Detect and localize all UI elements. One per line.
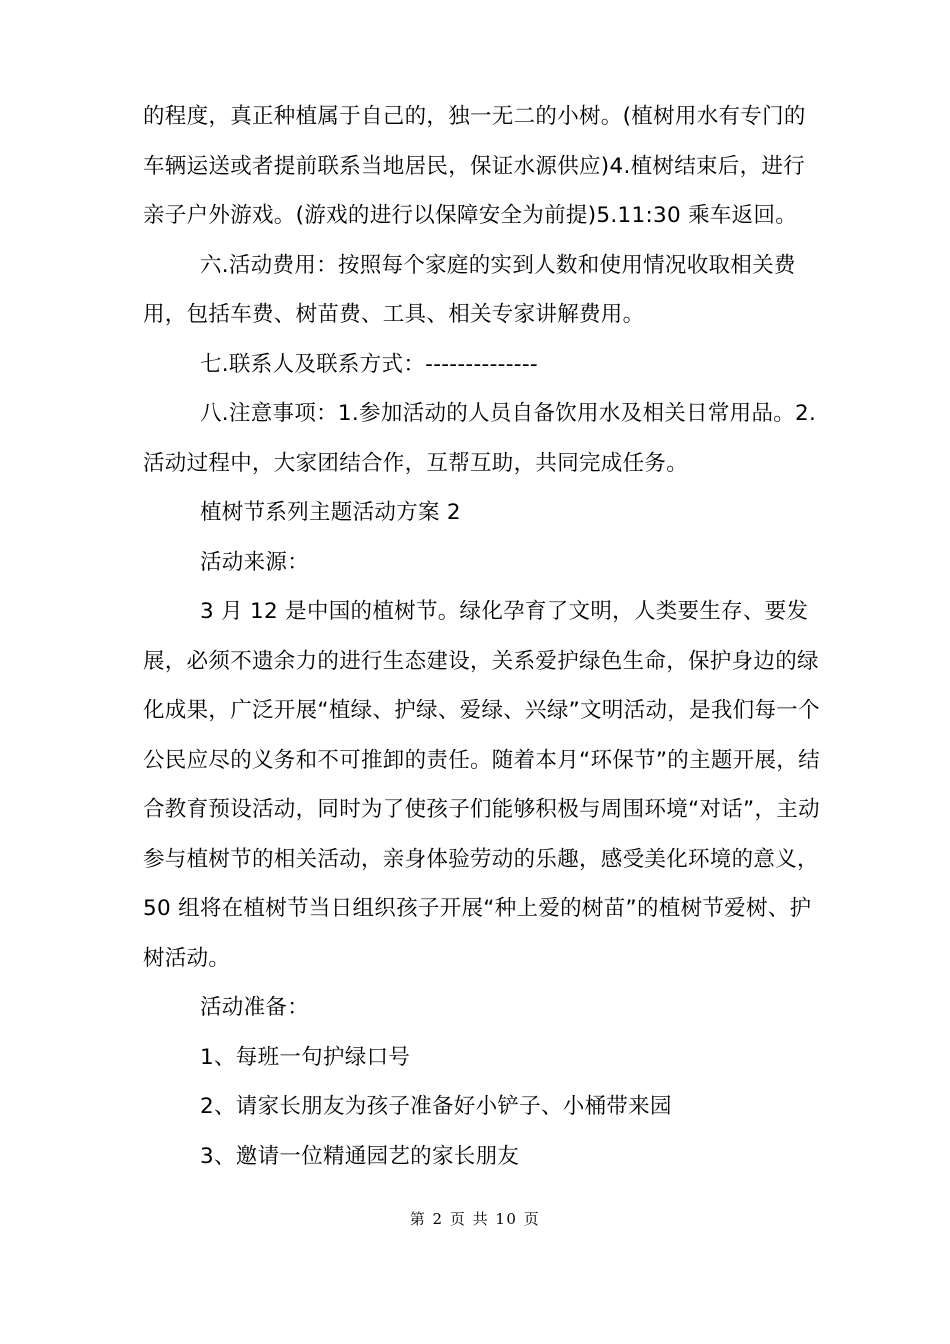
page-number-footer: 第 2 页 共 10 页 (409, 1210, 541, 1228)
document-body (143, 92, 823, 1181)
paragraph-continuation: 的程度，真正种植属于自己的，独一无二的小树。(植树用水有专门的车辆运送或者提前联系当地居民，保证水源供应)4.植树结束后，进行亲子户外游戏。(游戏的进行以保障安全为前提)5.11:30 乘车返回。 (143, 104, 806, 228)
paragraph-notes: 八.注意事项：1.参加活动的人员自备饮用水及相关日常用品。2.活动过程中，大家团结合作，互帮互助，共同完成任务。 (143, 401, 817, 476)
section-title-plan-2: 植树节系列主题活动方案 2 (200, 500, 461, 525)
heading-activity-preparation: 活动准备： (200, 995, 310, 1020)
heading-activity-source: 活动来源： (200, 549, 310, 575)
list-item-gardener: 3、邀请一位精通园艺的家长朋友 (200, 1143, 520, 1169)
paragraph-activity-fees: 六.活动费用：按照每个家庭的实到人数和使用情况收取相关费用，包括车费、树苗费、工具、相关专家讲解费用。 (143, 252, 796, 327)
list-item-tools: 2、请家长朋友为孩子准备好小铲子、小桶带来园 (200, 1094, 672, 1119)
list-item-slogan: 1、每班一句护绿口号 (200, 1044, 411, 1070)
paragraph-contact: 七.联系人及联系方式：-------------- (200, 351, 538, 377)
paragraph-activity-source: 3 月 12 是中国的植树节。绿化孕育了文明，人类要生存、要发展，必须不遗余力的进行生态建设，关系爱护绿色生命，保护身边的绿化成果，广泛开展“植绿、护绿、爱绿、兴绿”文明活动，是我们每一个公民应尽的义务和不可推卸的责任。随着本月“环保节”的主题开展，结合教育预设活动，同时为了使孩子们能够积极与周围环境“对话”，主动参与植树节的相关活动，亲身体验劳动的乐趣，感受美化环境的意义，50 组将在植树节当日组织孩子开展“种上爱的树苗”的植树节爱树、护树活动。 (143, 599, 820, 971)
